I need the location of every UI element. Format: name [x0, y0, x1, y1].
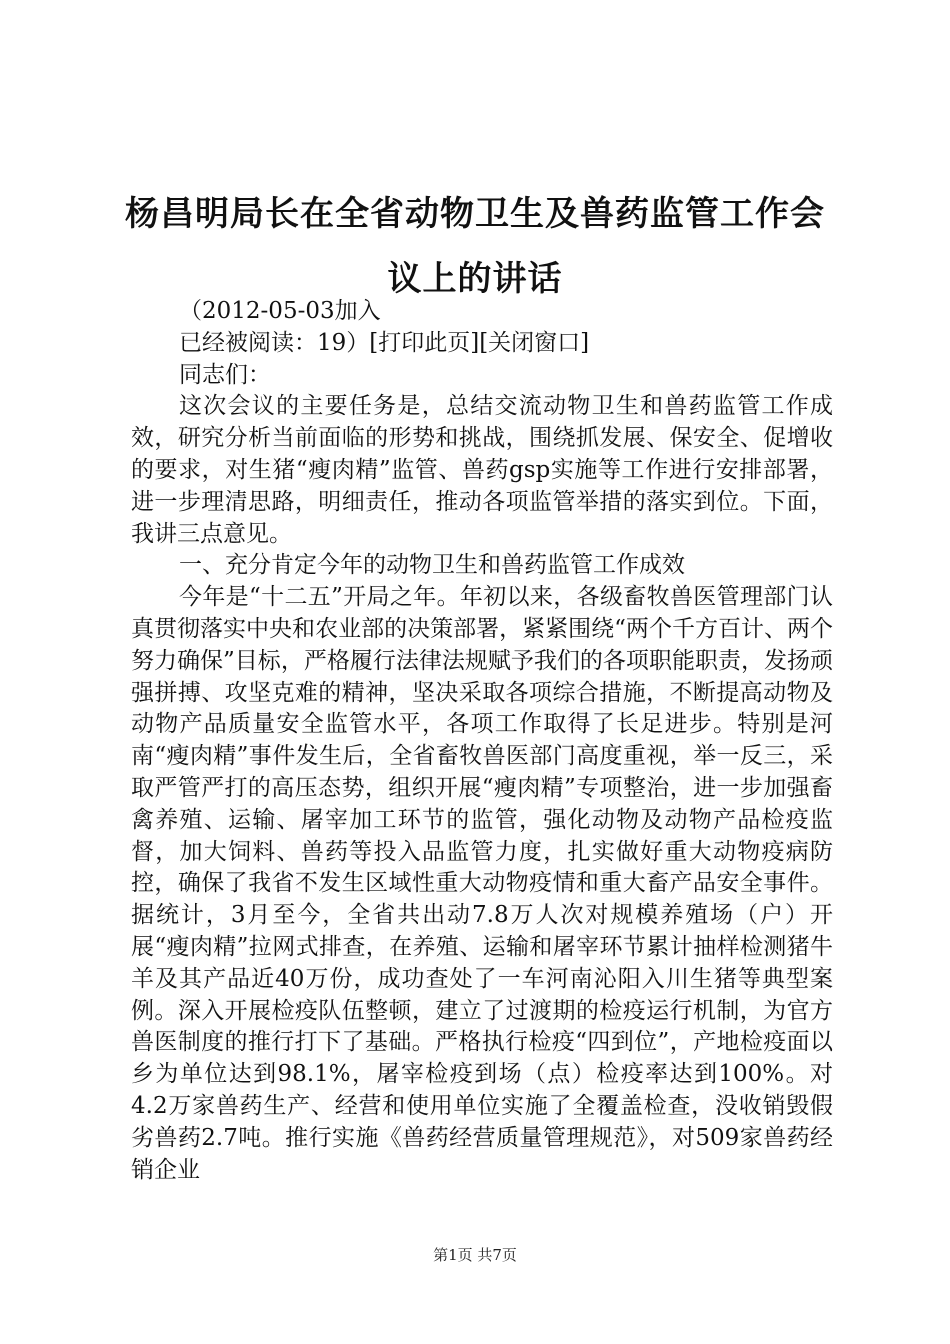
paragraph-intro: 这次会议的主要任务是，总结交流动物卫生和兽药监管工作成效，研究分析当前面临的形势和挑战，围绕抓发展、保安全、促增收的要求，对生猪“瘦肉精”监管、兽药gsp实施等工作进行安排部署，进一步理清思路，明细责任，推动各项监管举措的落实到位。下面，我讲三点意见。: [131, 393, 833, 547]
page-footer: 第1页 共7页: [433, 1246, 517, 1264]
salutation: 同志们：: [179, 361, 271, 388]
publish-date: （2012-05-03加入: [179, 298, 381, 324]
title-line-2: 议上的讲话: [387, 259, 563, 299]
document-title: [100, 182, 850, 312]
document-body: [131, 296, 833, 1186]
title-line-1: 杨昌明局长在全省动物卫生及兽药监管工作会: [125, 194, 825, 234]
read-count-line: 已经被阅读：19）[打印此页][关闭窗口]: [179, 329, 590, 356]
paragraph-section-1: 今年是“十二五”开局之年。年初以来，各级畜牧兽医管理部门认真贯彻落实中央和农业部的决策部署，紧紧围绕“两个千方百计、两个努力确保”目标，严格履行法律法规赋予我们的各项职能职责，发扬顽强拼搏、攻坚克难的精神，坚决采取各项综合措施，不断提高动物及动物产品质量安全监管水平，各项工作取得了长足进步。特别是河南“瘦肉精”事件发生后，全省畜牧兽医部门高度重视，举一反三，采取严管严打的高压态势，组织开展“瘦肉精”专项整治，进一步加强畜禽养殖、运输、屠宰加工环节的监管，强化动物及动物产品检疫监督，加大饲料、兽药等投入品监管力度，扎实做好重大动物疫病防控，确保了我省不发生区域性重大动物疫情和重大畜产品安全事件。据统计，3月至今，全省共出动7.8万人次对规模养殖场（户）开展“瘦肉精”拉网式排查，在养殖、运输和屠宰环节累计抽样检测猪牛羊及其产品近40万份，成功查处了一车河南沁阳入川生猪等典型案例。深入开展检疫队伍整顿，建立了过渡期的检疫运行机制，为官方兽医制度的推行打下了基础。严格执行检疫“四到位”，产地检疫面以乡为单位达到98.1%，屠宰检疫到场（点）检疫率达到100%。对4.2万家兽药生产、经营和使用单位实施了全覆盖检查，没收销毁假劣兽药2.7吨。推行实施《兽药经营质量管理规范》，对509家兽药经销企业: [131, 584, 833, 1183]
section-heading-1: 一、充分肯定今年的动物卫生和兽药监管工作成效: [179, 552, 685, 579]
